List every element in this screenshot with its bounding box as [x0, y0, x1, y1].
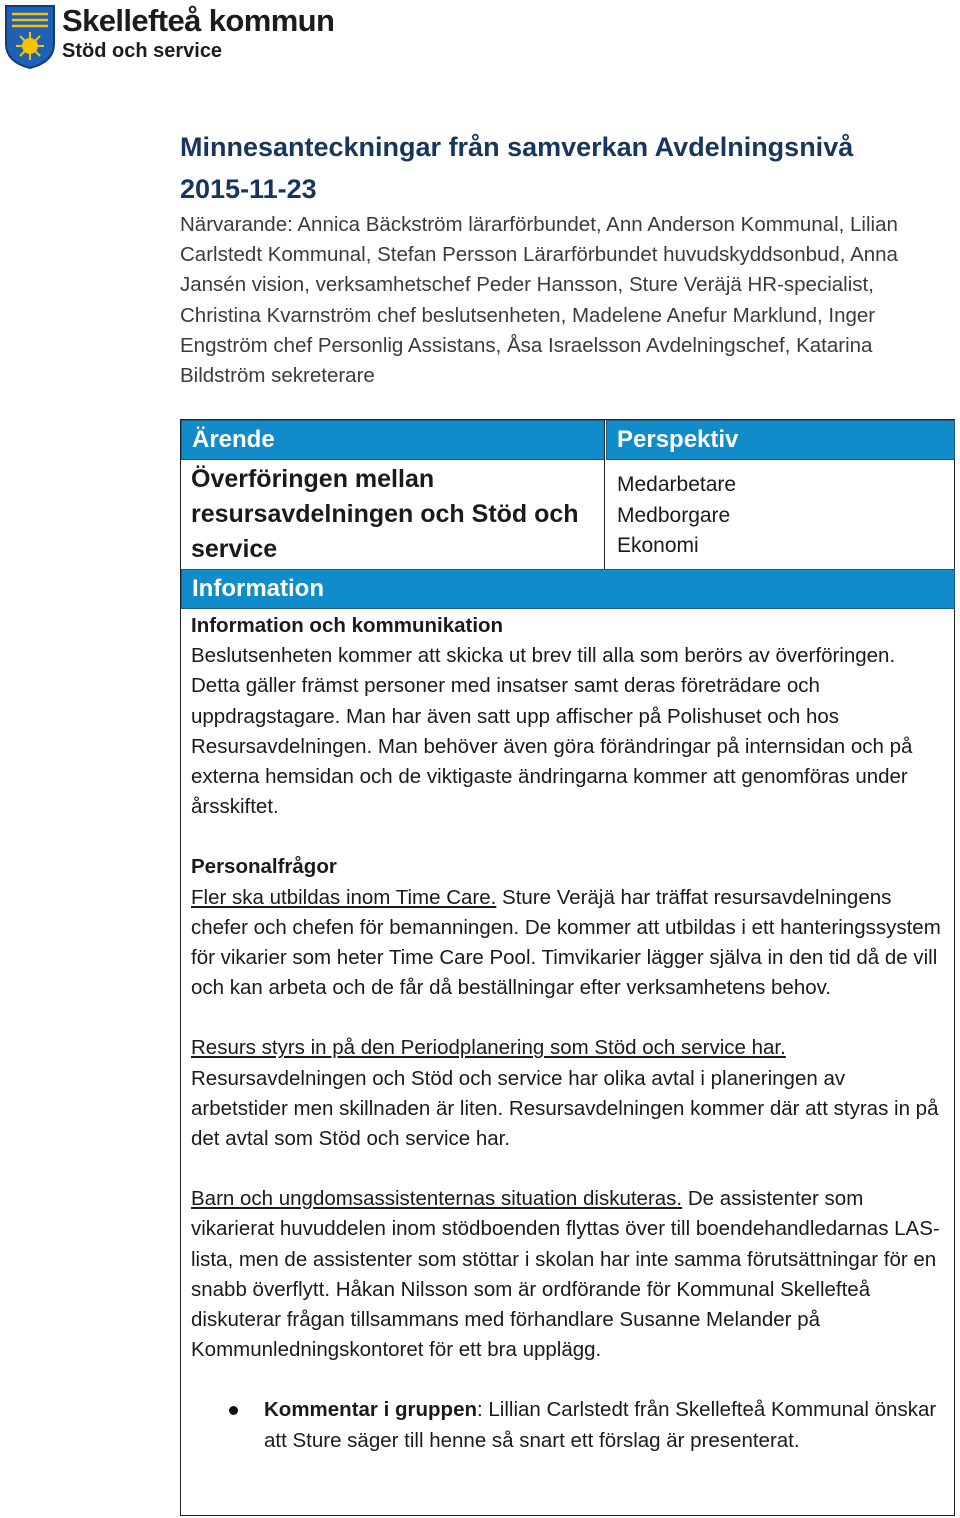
arende-header: Ärende — [181, 420, 605, 460]
info-subheading: Information och kommunikation — [191, 614, 504, 637]
paragraph-body: De assistenter som vikarierat huvuddelen inom stödboenden flyttas över till boendehandledarnas LAS-lista, men de assistenter som stöttar i skolan har inte samma förutsättningar för en snabb överflytt. Håkan Nilsson som är ordförande för Kommunal Skellefteå diskuterar frågan tillsammans med förhandlare Susanne Melander på Kommunledningskontoret för ett bra upplägg. — [191, 1187, 940, 1362]
information-content — [191, 611, 946, 1456]
bullet-dot-icon — [229, 1406, 238, 1415]
perspective-item: Ekonomi — [617, 534, 699, 557]
org-name: Skellefteå kommun — [62, 3, 335, 38]
org-unit: Stöd och service — [62, 40, 223, 62]
underlined-lead: Fler ska utbildas inom Time Care. — [191, 885, 497, 909]
underlined-lead: Barn och ungdomsassistenternas situation diskuteras. — [191, 1187, 683, 1211]
topic-title: Överföringen mellan resursavdelningen och Stöd och service — [191, 465, 579, 563]
document-title: Minnesanteckningar från samverkan Avdelningsnivå — [180, 132, 854, 162]
minutes-table — [180, 419, 955, 1516]
perspective-list — [617, 470, 736, 562]
column-divider — [604, 420, 605, 570]
paragraph-periodplanering — [191, 1033, 946, 1154]
document-date: 2015-11-23 — [180, 174, 317, 204]
underlined-lead: Resurs styrs in på den Periodplanering som Stöd och service har. — [191, 1036, 786, 1060]
attendees-text: Närvarande: Annica Bäckström lärarförbundet, Ann Anderson Kommunal, Lilian Carlstedt Kommunal, Stefan Persson Lärarförbundet huvudskyddsonbud, Anna Jansén vision, verksamhetschef Peder Hansson, Sture Veräjä HR-specialist, Christina Kvarnström chef beslutsenheten, Madelene Anefur Marklund, Inger Engström chef Personlig Assistans, Åsa Israelsson Avdelningschef, Katarina Bildström sekreterare — [180, 213, 898, 388]
perspektiv-header: Perspektiv — [606, 420, 955, 460]
information-header: Information — [181, 569, 955, 609]
document-header — [180, 126, 956, 391]
comment-bullet — [191, 1395, 946, 1455]
paragraph-assistenter — [191, 1184, 946, 1365]
comment-text: : Lillian Carlstedt från Skellefteå Kommunal önskar att Sture säger till henne så snart ett förslag är presenterat. — [264, 1398, 937, 1452]
paragraph-time-care — [191, 883, 946, 1004]
header-logo — [4, 4, 334, 70]
personal-subheading: Personalfrågor — [191, 855, 337, 879]
municipal-crest-icon — [4, 4, 56, 70]
info-paragraph: Beslutsenheten kommer att skicka ut brev till alla som berörs av överföringen. Detta gäller främst personer med insatser samt deras företrädare och uppdragstagare. Man har även satt upp affischer på Polishuset och hos Resursavdelningen. Man behöver även göra förändringar på internsidan och på externa hemsidan och de viktigaste ändringarna kommer att genomföras under årsskiftet. — [191, 644, 913, 819]
comment-label: Kommentar i gruppen — [264, 1398, 477, 1422]
perspective-item: Medarbetare — [617, 473, 737, 496]
perspective-item: Medborgare — [617, 503, 731, 527]
paragraph-body: Resursavdelningen och Stöd och service har olika avtal i planeringen av arbetstider men skillnaden är liten. Resursavdelningen kommer där att styras in på det avtal som Stöd och service har. — [191, 1066, 939, 1151]
paragraph-body: Sture Veräjä har träffat resursavdelningens chefer och chefen för bemanningen. De kommer att utbildas i ett hanteringssystem för vikarier som heter Time Care Pool. Timvikarier lägger själva in den tid då de vill och kan arbeta och de får då beställningar efter verksamhetens behov. — [191, 885, 941, 1000]
